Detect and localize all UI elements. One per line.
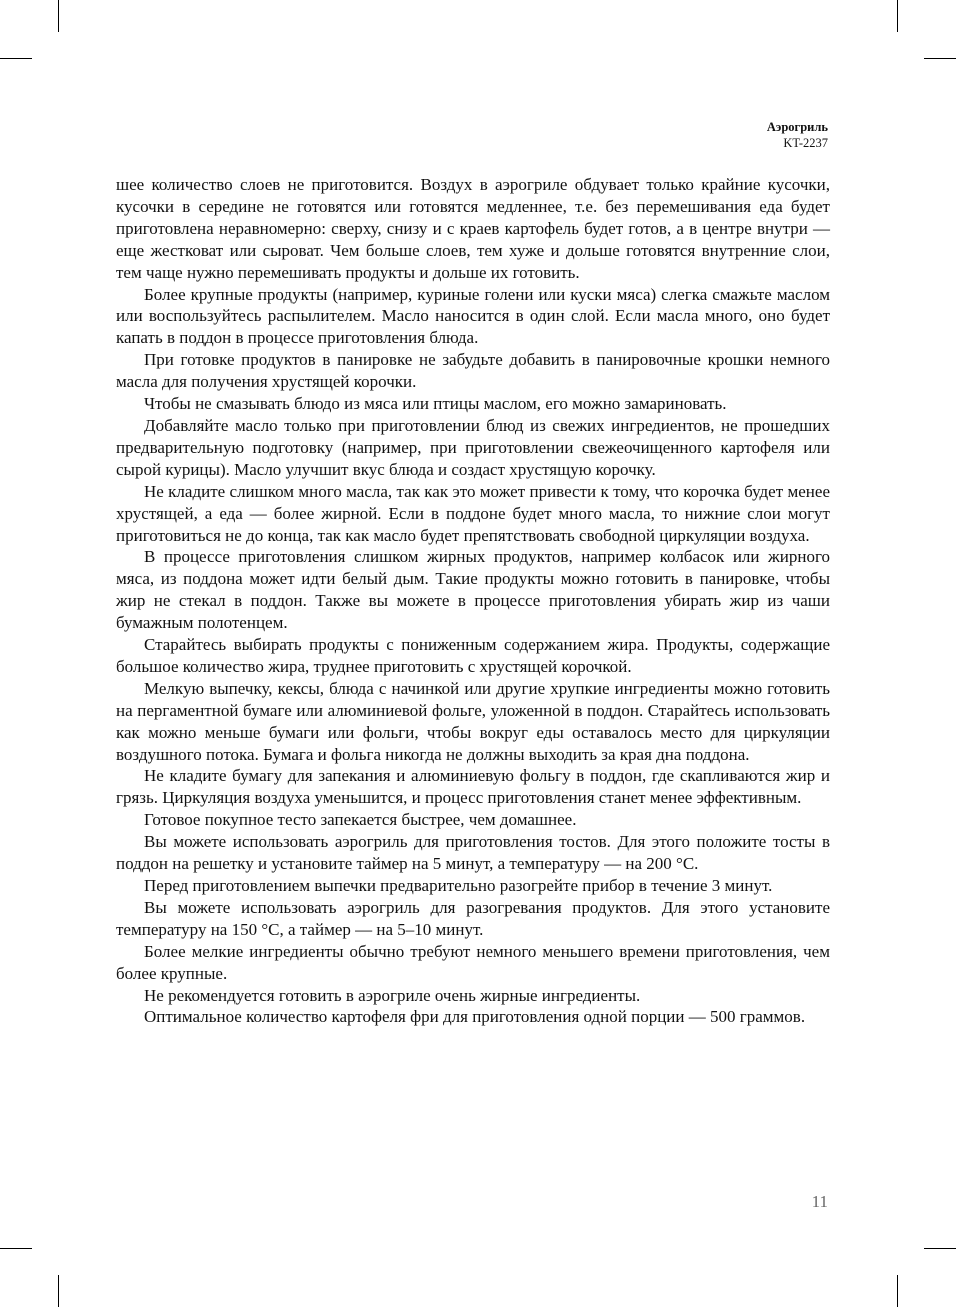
paragraph: Мелкую выпечку, кексы, блюда с начинкой или другие хрупкие ингредиенты можно готовить на пергаментной бумаге или алюминиевой фольге, уложенной в поддон. Старайтесь использовать как можно меньше бумаги или фольги, чтобы вокруг еды оставалось место для циркуляции воздушного потока. Бумага и фольга никогда не должны выходить за края дна поддона.	[116, 678, 830, 764]
paragraph: Более крупные продукты (например, куриные голени или куски мяса) слегка смажьте маслом или воспользуйтесь распылителем. Масло наносится в один слой. Если масла много, оно будет капать в поддон в процессе приготовления блюда.	[116, 284, 830, 348]
paragraph: Старайтесь выбирать продукты с пониженным содержанием жира. Продукты, содержащие большое количество жира, труднее приготовить с хрустящей корочкой.	[116, 635, 830, 676]
paragraph: Готовое покупное тесто запекается быстрее, чем домашнее.	[144, 810, 577, 830]
crop-mark-bottom-left-vertical	[58, 1275, 59, 1307]
paragraph: Не кладите слишком много масла, так как это может привести к тому, что корочка будет менее хрустящей, а еда — более жирной. Если в поддоне будет много масла, то нижние слои могут приготовиться не до конца, так как масло будет препятствовать свободной циркуляции воздуха.	[116, 481, 830, 545]
header-product-name: Аэрогриль	[766, 120, 828, 134]
crop-mark-top-left-horizontal	[0, 58, 32, 59]
paragraph: Вы можете использовать аэрогриль для приготовления тостов. Для этого положите тосты в поддон на решетку и установите таймер на 5 минут, а температуру — на 200 °С.	[116, 832, 830, 874]
paragraph: При готовке продуктов в панировке не забудьте добавить в панировочные крошки немного масла для получения хрустящей корочки.	[116, 350, 830, 392]
paragraph: Не рекомендуется готовить в аэрогриле очень жирные ингредиенты.	[144, 985, 641, 1005]
paragraph: Перед приготовлением выпечки предварительно разогрейте прибор в течение 3 минут.	[144, 876, 773, 895]
paragraph: Вы можете использовать аэрогриль для разогревания продуктов. Для этого установите температуру на 150 °С, а таймер — на 5–10 минут.	[116, 897, 830, 939]
crop-mark-top-right-horizontal	[924, 58, 956, 59]
paragraph: шее количество слоев не приготовится. Воздух в аэрогриле обдувает только крайние кусочки, кусочки в середине не готовятся или готовятся медленнее, т.е. без перемешивания еда будет приготовлена неравномерно: сверху, снизу и с краев картофель будет готов, а в центре внутри — еще жестковат или сыроват. Чем больше слоев, тем хуже и дольше готовятся внутренние слои, тем чаще нужно перемешивать продукты и дольше их готовить.	[116, 175, 830, 282]
crop-mark-top-left-vertical	[58, 0, 59, 32]
paragraph: Чтобы не смазывать блюдо из мяса или птицы маслом, его можно замариновать.	[144, 394, 727, 414]
paragraph: В процессе приготовления слишком жирных продуктов, например колбасок или жирного мяса, из поддона может идти белый дым. Такие продукты можно готовить в панировке, чтобы жир не стекал в поддон. Также вы можете в процессе приготовления убирать жир из чаши бумажным полотенцем.	[116, 547, 830, 633]
paragraph: Добавляйте масло только при приготовлении блюд из свежих ингредиентов, не прошедших предварительную подготовку (например, при приготовлении свежеочищенного картофеля или сырой курицы). Масло улучшит вкус блюда и создаст хрустящую корочку.	[116, 415, 830, 479]
paragraph: Оптимальное количество картофеля фри для приготовления одной порции — 500 граммов.	[144, 1007, 806, 1027]
running-header	[767, 119, 828, 151]
paragraph: Не кладите бумагу для запекания и алюминиевую фольгу в поддон, где скапливаются жир и грязь. Циркуляция воздуха уменьшится, и процесс приготовления станет менее эффективным.	[116, 766, 830, 808]
paragraph: Более мелкие ингредиенты обычно требуют немного меньшего времени приготовления, чем более крупные.	[116, 941, 830, 983]
body-text	[116, 174, 830, 1028]
crop-mark-bottom-right-horizontal	[924, 1248, 956, 1249]
crop-mark-bottom-left-horizontal	[0, 1248, 32, 1249]
header-model-number: KT-2237	[783, 136, 828, 150]
page-number: 11	[811, 1192, 828, 1211]
crop-mark-top-right-vertical	[897, 0, 898, 32]
crop-mark-bottom-right-vertical	[897, 1275, 898, 1307]
